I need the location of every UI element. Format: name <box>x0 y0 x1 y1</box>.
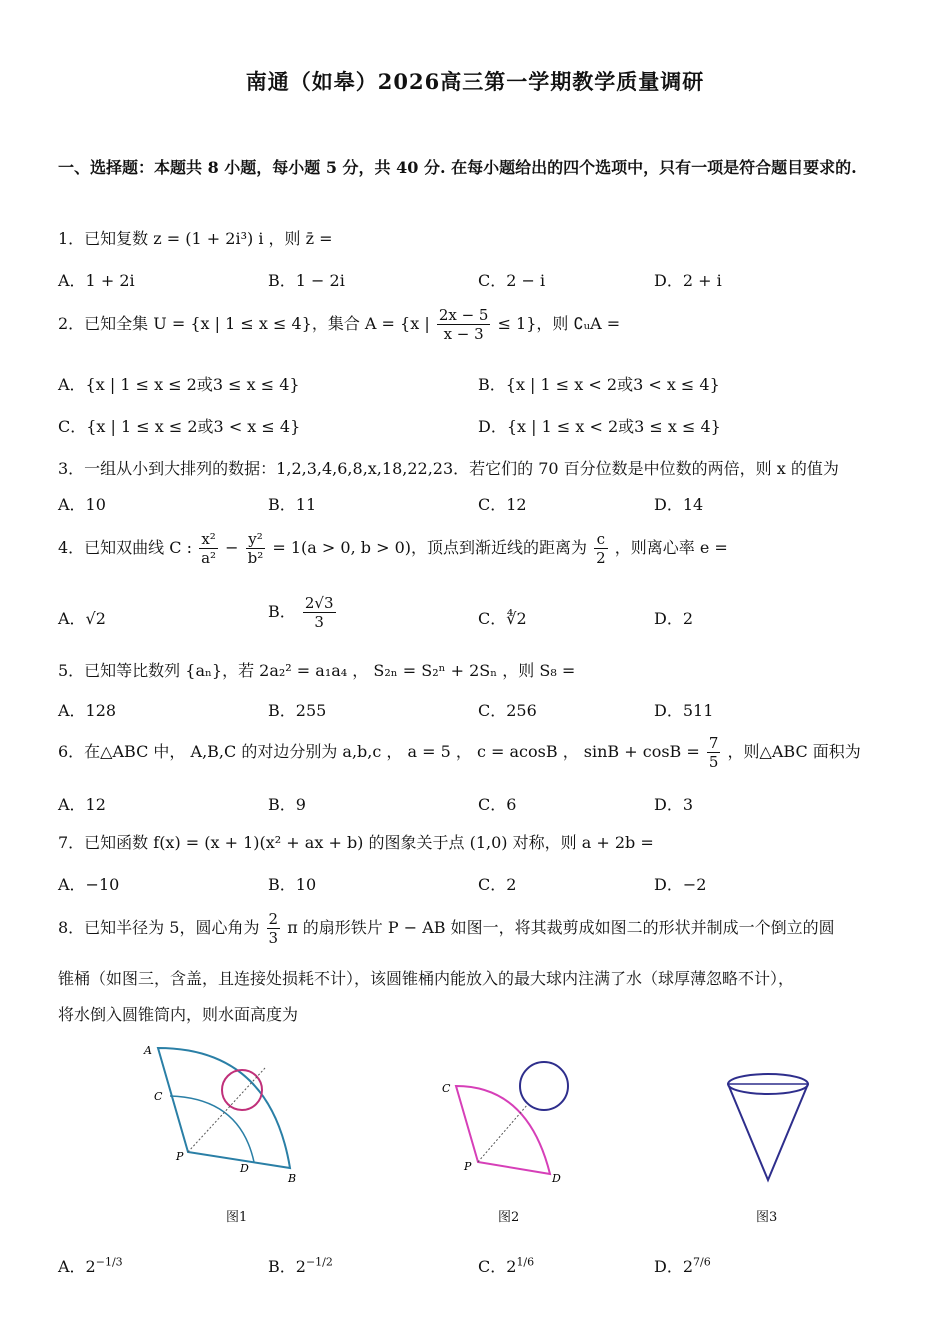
q4-frac-y-den: b² <box>247 549 264 567</box>
q3-option-c[interactable]: C．12 <box>478 495 527 514</box>
q7-option-d[interactable]: D．−2 <box>654 875 707 894</box>
fig2-label-d: D <box>552 1172 561 1185</box>
q6-option-a[interactable]: A．12 <box>58 795 106 814</box>
question-2-stem <box>58 306 620 343</box>
q8-frac-den: 3 <box>268 929 279 947</box>
question-6-stem <box>58 734 861 771</box>
q2-stem-pre: 2．已知全集 U = {x | 1 ≤ x ≤ 4}，集合 A = {x | <box>58 314 430 333</box>
q2-option-c[interactable]: C．{x | 1 ≤ x ≤ 2或3 < x ≤ 4} <box>58 417 301 436</box>
fig2-label-p: P <box>464 1160 472 1173</box>
q6-option-b[interactable]: B．9 <box>268 795 306 814</box>
q4-frac-c <box>594 530 608 567</box>
q7-option-b[interactable]: B．10 <box>268 875 317 894</box>
q4-option-b-label: B． <box>268 602 296 621</box>
q3-option-b[interactable]: B．11 <box>268 495 317 514</box>
q2-stem-post: ≤ 1}，则 ∁ᵤA = <box>497 314 621 333</box>
q2-frac-den: x − 3 <box>443 325 484 343</box>
q4-frac-y <box>246 530 266 567</box>
q6-stem-post: ，则△ABC 面积为 <box>727 742 861 761</box>
q4-option-c[interactable]: C．∜2 <box>478 609 527 628</box>
q8-option-d-exp: 7/6 <box>693 1255 711 1269</box>
q3-option-a[interactable]: A．10 <box>58 495 106 514</box>
q6-option-c[interactable]: C．6 <box>478 795 517 814</box>
q1-option-b[interactable]: B．1 − 2i <box>268 271 345 290</box>
fig1-label-p: P <box>176 1150 184 1163</box>
q4-option-d[interactable]: D．2 <box>654 609 694 628</box>
fig2-axis <box>478 1104 528 1162</box>
q4-option-a[interactable]: A．√2 <box>58 609 106 628</box>
q8-option-d[interactable] <box>654 1254 711 1277</box>
q8-option-b[interactable] <box>268 1254 333 1277</box>
q4-frac-x-num: x² <box>199 530 218 549</box>
q6-option-d[interactable]: D．3 <box>654 795 694 814</box>
q8-option-a-label: A．2 <box>58 1257 96 1276</box>
fig2-label-c: C <box>442 1082 451 1095</box>
question-1-stem: 1．已知复数 z = (1 + 2i³) i ，则 z̄ = <box>58 229 333 248</box>
q7-option-c[interactable]: C．2 <box>478 875 517 894</box>
q2-frac-num: 2x − 5 <box>438 306 489 324</box>
figure-3 <box>718 1070 818 1186</box>
question-3-stem: 3．一组从小到大排列的数据：1,2,3,4,6,8,x,18,22,23．若它们的 70 百分位数是中位数的两倍，则 x 的值为 <box>58 459 839 478</box>
figure-2 <box>438 1056 578 1186</box>
q4-frac-x-den: a² <box>201 549 217 567</box>
fig2-circle <box>520 1062 568 1110</box>
fig1-label-b: B <box>288 1172 297 1185</box>
fig1-circle <box>222 1070 262 1110</box>
q8-option-b-exp: −1/2 <box>305 1255 333 1269</box>
q2-option-d[interactable]: D．{x | 1 ≤ x < 2或3 ≤ x ≤ 4} <box>478 417 721 436</box>
q8-option-b-label: B．2 <box>268 1257 306 1276</box>
q4-option-b[interactable] <box>268 594 338 631</box>
figure-1-caption: 图1 <box>226 1210 248 1225</box>
q4-option-b-num: 2√3 <box>304 594 334 612</box>
fig3-cone <box>728 1084 808 1180</box>
q8-stem-line2: 锥桶（如图三，含盖，且连接处损耗不计），该圆锥桶内能放入的最大球内注满了水（球厚薄忽略不计）， <box>58 969 795 988</box>
q8-stem-post: π 的扇形铁片 P − AB 如图一，将其裁剪成如图二的形状并制成一个倒立的圆 <box>287 918 835 937</box>
q4-option-b-den: 3 <box>314 613 324 631</box>
q2-option-a[interactable]: A．{x | 1 ≤ x ≤ 2或3 ≤ x ≤ 4} <box>58 375 300 394</box>
q4-frac-c-den: 2 <box>596 549 606 567</box>
section-heading: 一、选择题：本题共 8 小题，每小题 5 分，共 40 分. 在每小题给出的四个选项中，只有一项是符合题目要求的. <box>58 158 857 177</box>
q5-option-c[interactable]: C．256 <box>478 701 537 720</box>
q4-stem-mid: = 1(a > 0, b > 0)，顶点到渐近线的距离为 <box>272 538 588 557</box>
figure-3-caption: 图3 <box>756 1210 778 1225</box>
q8-stem-pre: 8．已知半径为 5，圆心角为 <box>58 918 260 937</box>
question-7-stem: 7．已知函数 f(x) = (x + 1)(x² + ax + b) 的图象关于点 (1,0) 对称，则 a + 2b = <box>58 833 654 852</box>
q8-option-a-exp: −1/3 <box>95 1255 123 1269</box>
q3-option-d[interactable]: D．14 <box>654 495 704 514</box>
q4-stem-pre: 4．已知双曲线 C : <box>58 538 192 557</box>
question-4-stem <box>58 530 728 567</box>
fig1-label-a: A <box>144 1044 152 1057</box>
page-title: 南通（如皋）2026高三第一学期教学质量调研 <box>245 69 705 94</box>
q4-frac-y-num: y² <box>246 530 266 549</box>
q7-option-a[interactable]: A．−10 <box>58 875 120 894</box>
q5-option-a[interactable]: A．128 <box>58 701 117 720</box>
q6-stem-pre: 6．在△ABC 中， A,B,C 的对边分别为 a,b,c ， a = 5 ， c = acosB ， sinB + cosB = <box>58 742 700 761</box>
fig1-label-c: C <box>154 1090 163 1103</box>
q8-stem-line3: 将水倒入圆锥筒内，则水面高度为 <box>58 1005 299 1024</box>
question-5-stem: 5．已知等比数列 {aₙ}，若 2a₂² = a₁a₄ ， S₂ₙ = S₂ⁿ + 2Sₙ ，则 S₈ = <box>58 661 576 680</box>
q4-option-b-frac <box>303 594 336 631</box>
q6-frac-num: 7 <box>708 734 719 752</box>
q4-stem-post: ，则离心率 e = <box>614 538 728 557</box>
q1-option-a[interactable]: A．1 + 2i <box>58 271 135 290</box>
q8-option-c-exp: 1/6 <box>516 1255 535 1269</box>
q8-fraction <box>267 910 281 947</box>
fig1-axis <box>188 1068 265 1152</box>
q4-minus: − <box>225 538 239 557</box>
q5-option-b[interactable]: B．255 <box>268 701 327 720</box>
q1-option-d[interactable]: D．2 + i <box>654 271 722 290</box>
q8-option-a[interactable] <box>58 1254 123 1277</box>
q8-frac-num: 2 <box>268 910 279 928</box>
q2-option-b[interactable]: B．{x | 1 ≤ x < 2或3 < x ≤ 4} <box>478 375 720 394</box>
fig1-label-d: D <box>240 1162 249 1175</box>
q4-frac-c-num: c <box>594 530 608 549</box>
question-8-stem <box>58 910 835 947</box>
q4-frac-x <box>199 530 218 567</box>
figure-1 <box>130 1038 310 1188</box>
q5-option-d[interactable]: D．511 <box>654 701 714 720</box>
q8-option-c-label: C．2 <box>478 1257 517 1276</box>
q1-option-c[interactable]: C．2 − i <box>478 271 546 290</box>
q6-fraction <box>707 734 721 771</box>
q8-option-c[interactable] <box>478 1254 534 1277</box>
q2-fraction <box>437 306 491 343</box>
q6-frac-den: 5 <box>708 753 719 771</box>
figure-2-caption: 图2 <box>498 1210 520 1225</box>
q8-option-d-label: D．2 <box>654 1257 694 1276</box>
